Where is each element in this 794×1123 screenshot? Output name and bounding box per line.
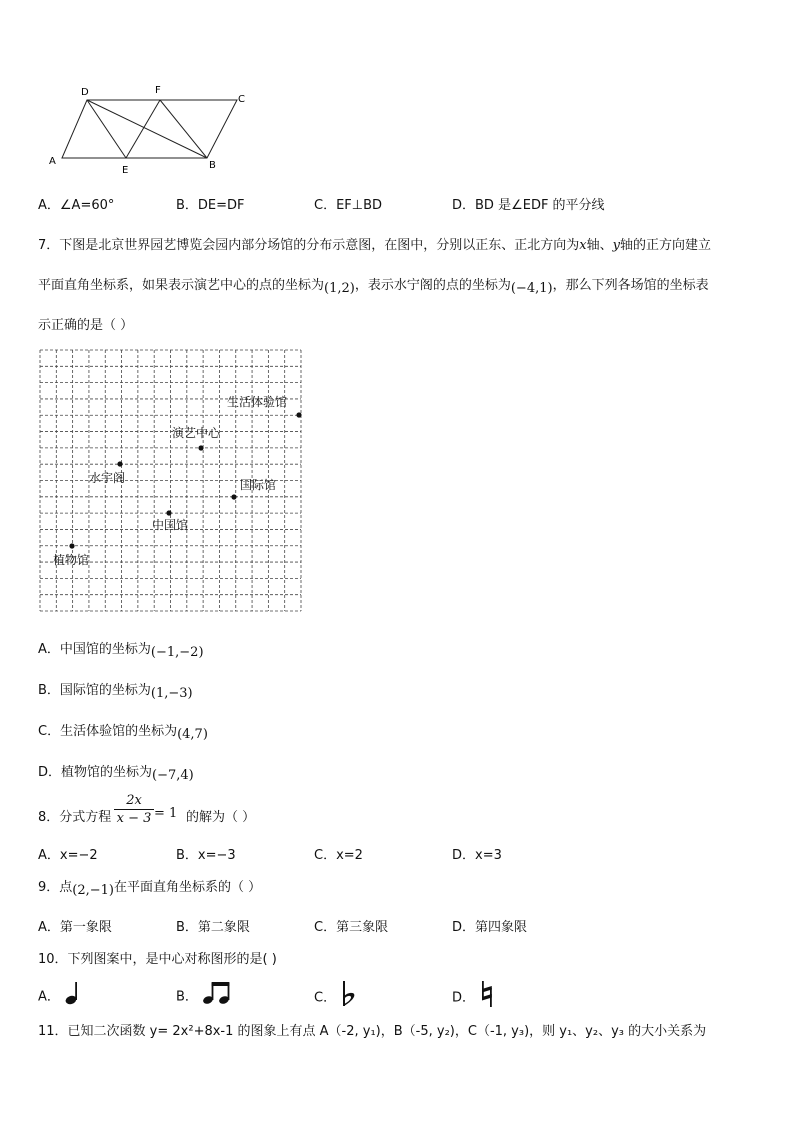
label-china-pavilion: 中国馆 (152, 518, 189, 532)
x-variable: x (579, 238, 587, 253)
q10-stem: 10．下列图案中，是中心对称图形的是( ) (38, 952, 277, 967)
q8-option-d[interactable]: D．x=3 (452, 848, 502, 863)
q8-option-a[interactable]: A．x=−2 (38, 848, 98, 863)
q6-option-d[interactable]: D．BD 是∠EDF 的平分线 (452, 198, 605, 213)
vertex-label-f: F (155, 85, 161, 96)
coord-water-pavilion: (−4,1) (510, 281, 553, 296)
q10-option-b-label: B． (176, 989, 198, 1005)
q9-stem-a: 9．点 (38, 880, 73, 895)
q7-option-a-text: A．中国馆的坐标为 (38, 642, 151, 657)
vertex-label-e: E (122, 165, 129, 176)
q10-option-c[interactable] (314, 984, 358, 1012)
q7-option-d[interactable] (38, 761, 194, 783)
q8-equals: = 1 (154, 806, 178, 821)
q10-option-d[interactable] (452, 984, 495, 1012)
q7-option-b-coord: (1,−3) (150, 686, 193, 701)
q8-numerator: 2x (114, 793, 154, 810)
q7-line1-a: 7．下图是北京世界园艺博览会园内部分场馆的分布示意图，在图中，分别以正东、正北方向为 (38, 238, 580, 253)
label-life-experience: 生活体验馆 (227, 395, 288, 409)
q10-option-c-label: C． (314, 990, 337, 1006)
q7-option-c-text: C．生活体验馆的坐标为 (38, 724, 178, 739)
q11-stem: 11．已知二次函数 y= 2x²+8x-1 的图象上有点 A（-2, y₁)，B（-5, y₂)，C（-1, y₃)，则 y₁、y₂、y₃ 的大小关系为 (38, 1024, 707, 1039)
q10-option-a[interactable] (38, 984, 84, 1010)
q7-option-c[interactable] (38, 720, 208, 742)
point-china-pavilion (166, 510, 171, 515)
venue-map (38, 348, 304, 614)
q9-option-a[interactable]: A．第一象限 (38, 920, 112, 935)
q7-stem-line1 (38, 234, 711, 253)
q7-stem-line3: 示正确的是（ ） (38, 318, 134, 333)
beamed-eighth-notes-icon (202, 980, 232, 1006)
q8-stem-b: 的解为（ ） (186, 810, 256, 825)
q7-option-a[interactable] (38, 638, 204, 660)
q7-line2-c: ，那么下列各场馆的坐标表 (552, 278, 709, 293)
q7-option-b[interactable] (38, 679, 193, 701)
natural-sign-icon (479, 980, 495, 1008)
q10-option-b[interactable] (176, 984, 232, 1010)
q7-stem-line2 (38, 274, 709, 296)
q7-option-a-coord: (−1,−2) (150, 645, 204, 660)
q9-stem (38, 876, 262, 898)
q8-denominator: x − 3 (116, 811, 152, 826)
q9-option-c[interactable]: C．第三象限 (314, 920, 389, 935)
q7-line2-a: 平面直角坐标系，如果表示演艺中心的点的坐标为 (38, 278, 325, 293)
q7-option-c-coord: (4,7) (177, 727, 208, 742)
q7-line2-b: ，表示水宁阁的点的坐标为 (354, 278, 511, 293)
q8-option-c[interactable]: C．x=2 (314, 848, 363, 863)
label-water-pavilion: 水宇阁 (89, 471, 126, 485)
vertex-label-d: D (81, 87, 89, 98)
q10-option-a-label: A． (38, 989, 60, 1005)
coord-show-center: (1,2) (324, 281, 355, 296)
q6-option-c[interactable]: C．EF⊥BD (314, 198, 383, 213)
label-intl-pavilion: 国际馆 (240, 478, 277, 492)
point-plant-pavilion (69, 543, 74, 548)
q9-stem-b: 在平面直角坐标系的（ ） (114, 880, 262, 895)
point-show-center (198, 445, 203, 450)
q7-option-d-coord: (−7,4) (152, 768, 194, 783)
parallelogram-figure (40, 80, 260, 180)
q8-fraction (114, 793, 154, 826)
vertex-label-b: B (209, 160, 216, 171)
flat-sign-icon (340, 980, 358, 1008)
quarter-note-icon (64, 980, 84, 1006)
q7-option-b-text: B．国际馆的坐标为 (38, 683, 151, 698)
q8-option-b[interactable]: B．x=−3 (176, 848, 236, 863)
label-plant-pavilion: 植物馆 (53, 553, 90, 567)
q7-option-d-text: D．植物馆的坐标为 (38, 765, 153, 780)
vertex-label-c: C (238, 94, 245, 105)
y-variable: y (612, 238, 620, 253)
q7-line1-c: 轴的正方向建立 (620, 238, 712, 253)
q6-option-b[interactable]: B．DE=DF (176, 198, 245, 213)
q9-option-b[interactable]: B．第二象限 (176, 920, 250, 935)
q6-option-a[interactable]: A．∠A=60° (38, 198, 115, 213)
q9-point: (2,−1) (72, 883, 114, 898)
q7-line1-b: 轴、 (586, 238, 613, 253)
q8-stem-a: 8．分式方程 (38, 810, 112, 825)
vertex-label-a: A (49, 156, 56, 167)
point-water-pavilion (117, 461, 122, 466)
point-intl-pavilion (231, 494, 236, 499)
q10-option-d-label: D． (452, 990, 476, 1006)
q9-option-d[interactable]: D．第四象限 (452, 920, 528, 935)
point-life-experience (296, 412, 301, 417)
label-show-center: 演艺中心 (172, 426, 221, 440)
